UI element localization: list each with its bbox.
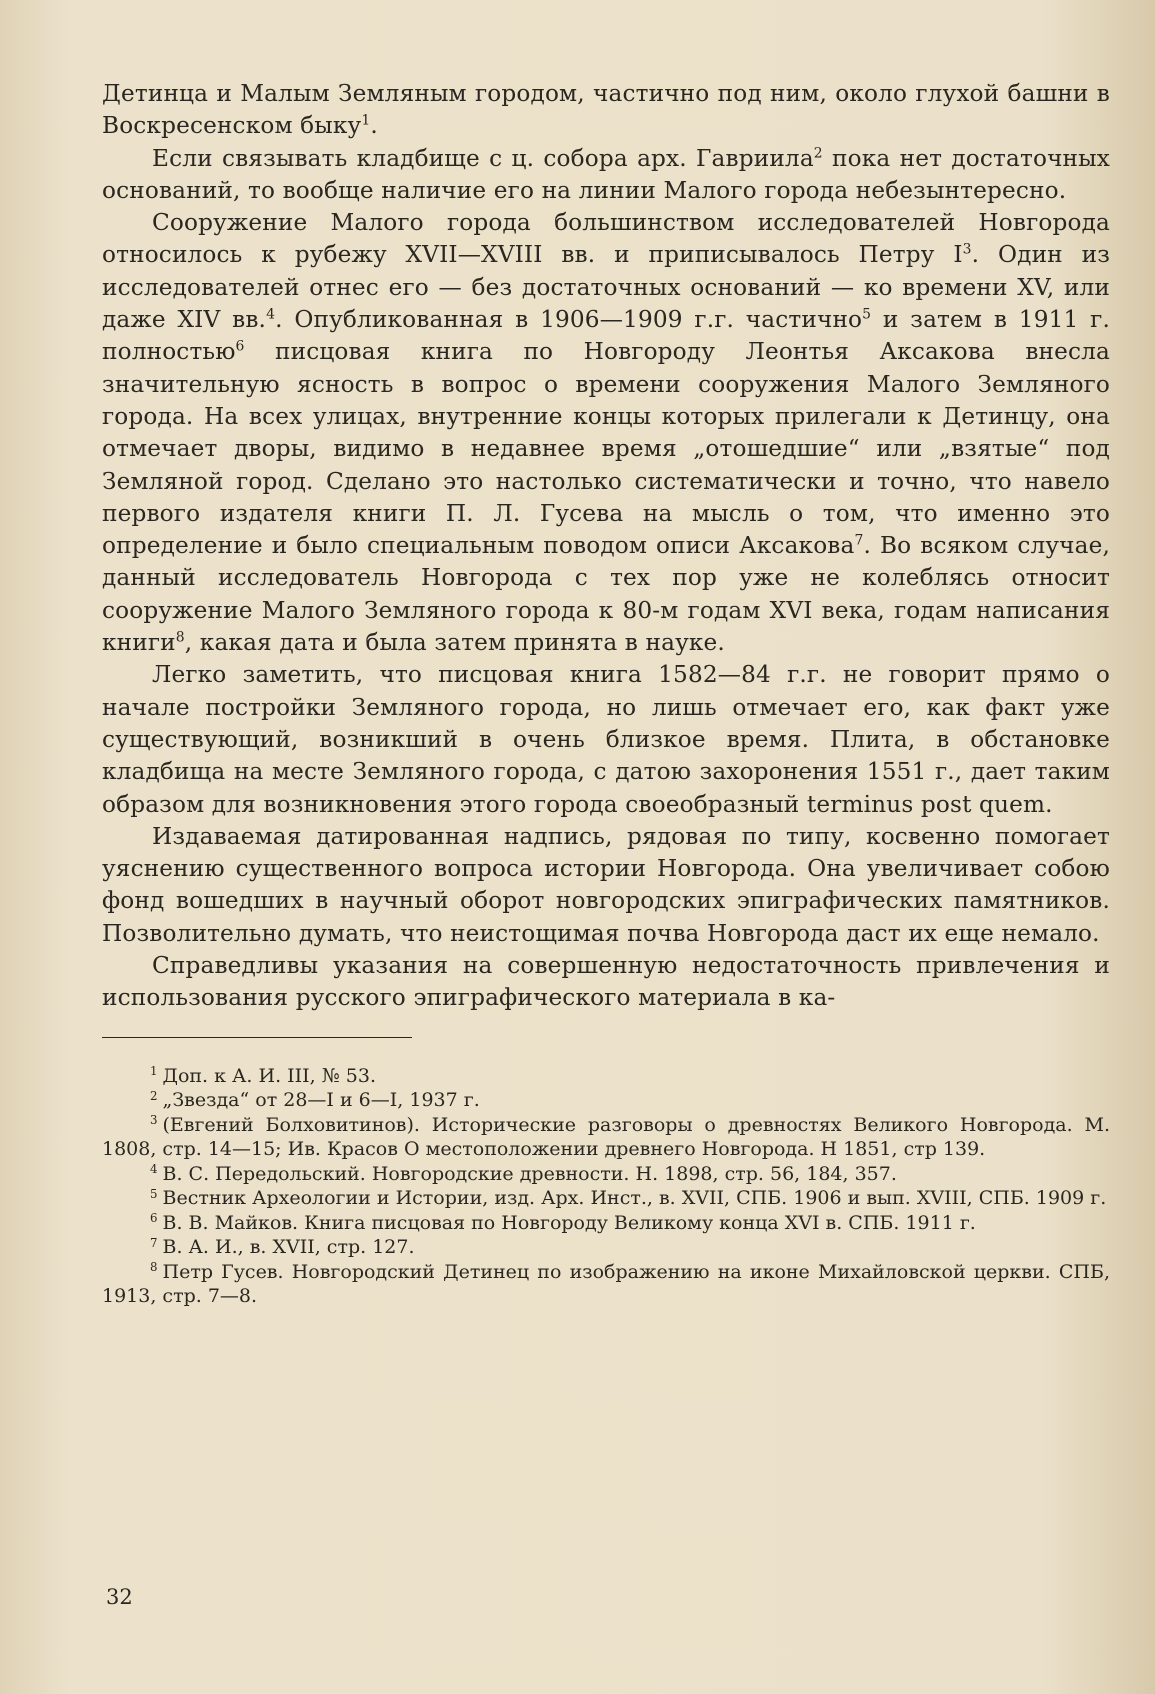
footnote: $^1$ Доп. к А. И. III, № 53. <box>150 1064 376 1087</box>
footnote: $^4$ В. С. Передольский. Новгородские древности. Н. 1898, стр. 56, 184, 357. <box>150 1162 897 1185</box>
paragraph-4: Легко заметить, что писцовая книга 1582—84 г.г. не говорит прямо о начале постройки Земляного города, но лишь отмечает его, как факт уже существующий, возникший в очень близкое время. Плита, в обстановке кладбища на месте Земляного города, с датою захоронения 1551 г., дает таким образом для возникновения этого города своеобразный terminus post quem. <box>102 661 1110 818</box>
paragraph-3: Сооружение Малого города большинством исследователей Новгорода относилось к рубежу XVII—XVIII вв. и приписывалось Петру $I^3$. Один из исследователей отнес его — без достаточных оснований — ко времени XV, или даже XIV вв.$^4$. Опубликованная в 1906—1909 г.г. частично$^5$ и затем в 1911 г. полностью$^6$ писцовая книга по Новгороду Леонтья Аксакова внесла значительную ясность в вопрос о времени сооружения Малого Земляного города. На всех улицах, внутренние концы которых прилегали к Детинцу, она отмечает дворы, видимо в недавнее время „отошедшие“ или „взятые“ под Земляной город. Сделано это настолько систематически и точно, что навело первого издателя книги П. Л. Гусева на мысль о том, что именно это определение и было специальным поводом описи Аксакова$^7$. Во всяком случае, данный исследователь Новгорода с тех пор уже не колеблясь относит сооружение Малого Земляного города к 80-м годам XVI века, годам написания книги$^8$, какая дата и была затем принята в науке. <box>102 209 1110 657</box>
paragraph-2: Если связывать кладбище с ц. собора арх. Гавриила$^2$ пока нет достаточных оснований, то вообще наличие его на линии Малого города небезынтересно. <box>102 144 1110 204</box>
footnote-ref-1: 1 <box>361 112 371 129</box>
footnote-ref-8: 8 <box>175 629 185 646</box>
footnote: $^7$ В. А. И., в. XVII, стр. 127. <box>150 1235 415 1259</box>
main-text <box>102 78 1110 1015</box>
footnotes <box>102 1064 1110 1309</box>
footnote: $^6$ В. В. Майков. Книга писцовая по Новгороду Великому конца XVI в. СПБ. 1911 г. <box>150 1211 976 1234</box>
footnote-ref-5: 5 <box>862 306 872 323</box>
footnote: $^8$ Петр Гусев. Новгородский Детинец по изображению на иконе Михайловской церкви. СПБ, 1913, стр. 7—8. <box>102 1260 1110 1308</box>
footnote-ref-2: 2 <box>813 145 823 162</box>
page-number: 32 <box>106 1585 133 1609</box>
footnote-ref-6: 6 <box>235 339 245 356</box>
footnote: $^5$ Вестник Археологии и Истории, изд. Арх. Инст., в. XVII, СПБ. 1906 и вып. XVIII, СПБ. 1909 г. <box>150 1186 1107 1210</box>
footnote-divider <box>102 1037 412 1038</box>
footnote: $^2$ „Звезда“ от 28—I и 6—I, 1937 г. <box>150 1088 480 1112</box>
paragraph-6: Справедливы указания на совершенную недостаточность привлечения и использования русского эпиграфического материала в ка- <box>102 952 1110 1012</box>
paragraph-5: Издаваемая датированная надпись, рядовая по типу, косвенно помогает уяснению существенного вопроса истории Новгорода. Она увеличивает собою фонд вошедших в научный оборот новгородских эпиграфических памятников. Позволительно думать, что неистощимая почва Новгорода даст их еще немало. <box>102 822 1110 947</box>
footnote-ref-7: 7 <box>854 532 864 549</box>
paragraph-1: Детинца и Малым Земляным городом, частично под ним, около глухой башни в Воскресенском быку$^1$. <box>102 80 1110 140</box>
footnote: $^3$ (Евгений Болховитинов). Исторические разговоры о древностях Великого Новгорода. М. 1808, стр. 14—15; Ив. Красов О местоположении древнего Новгорода. Н 1851, стр 139. <box>102 1113 1110 1161</box>
footnote-ref-4: 4 <box>266 306 276 323</box>
footnote-ref-3: 3 <box>962 242 972 259</box>
